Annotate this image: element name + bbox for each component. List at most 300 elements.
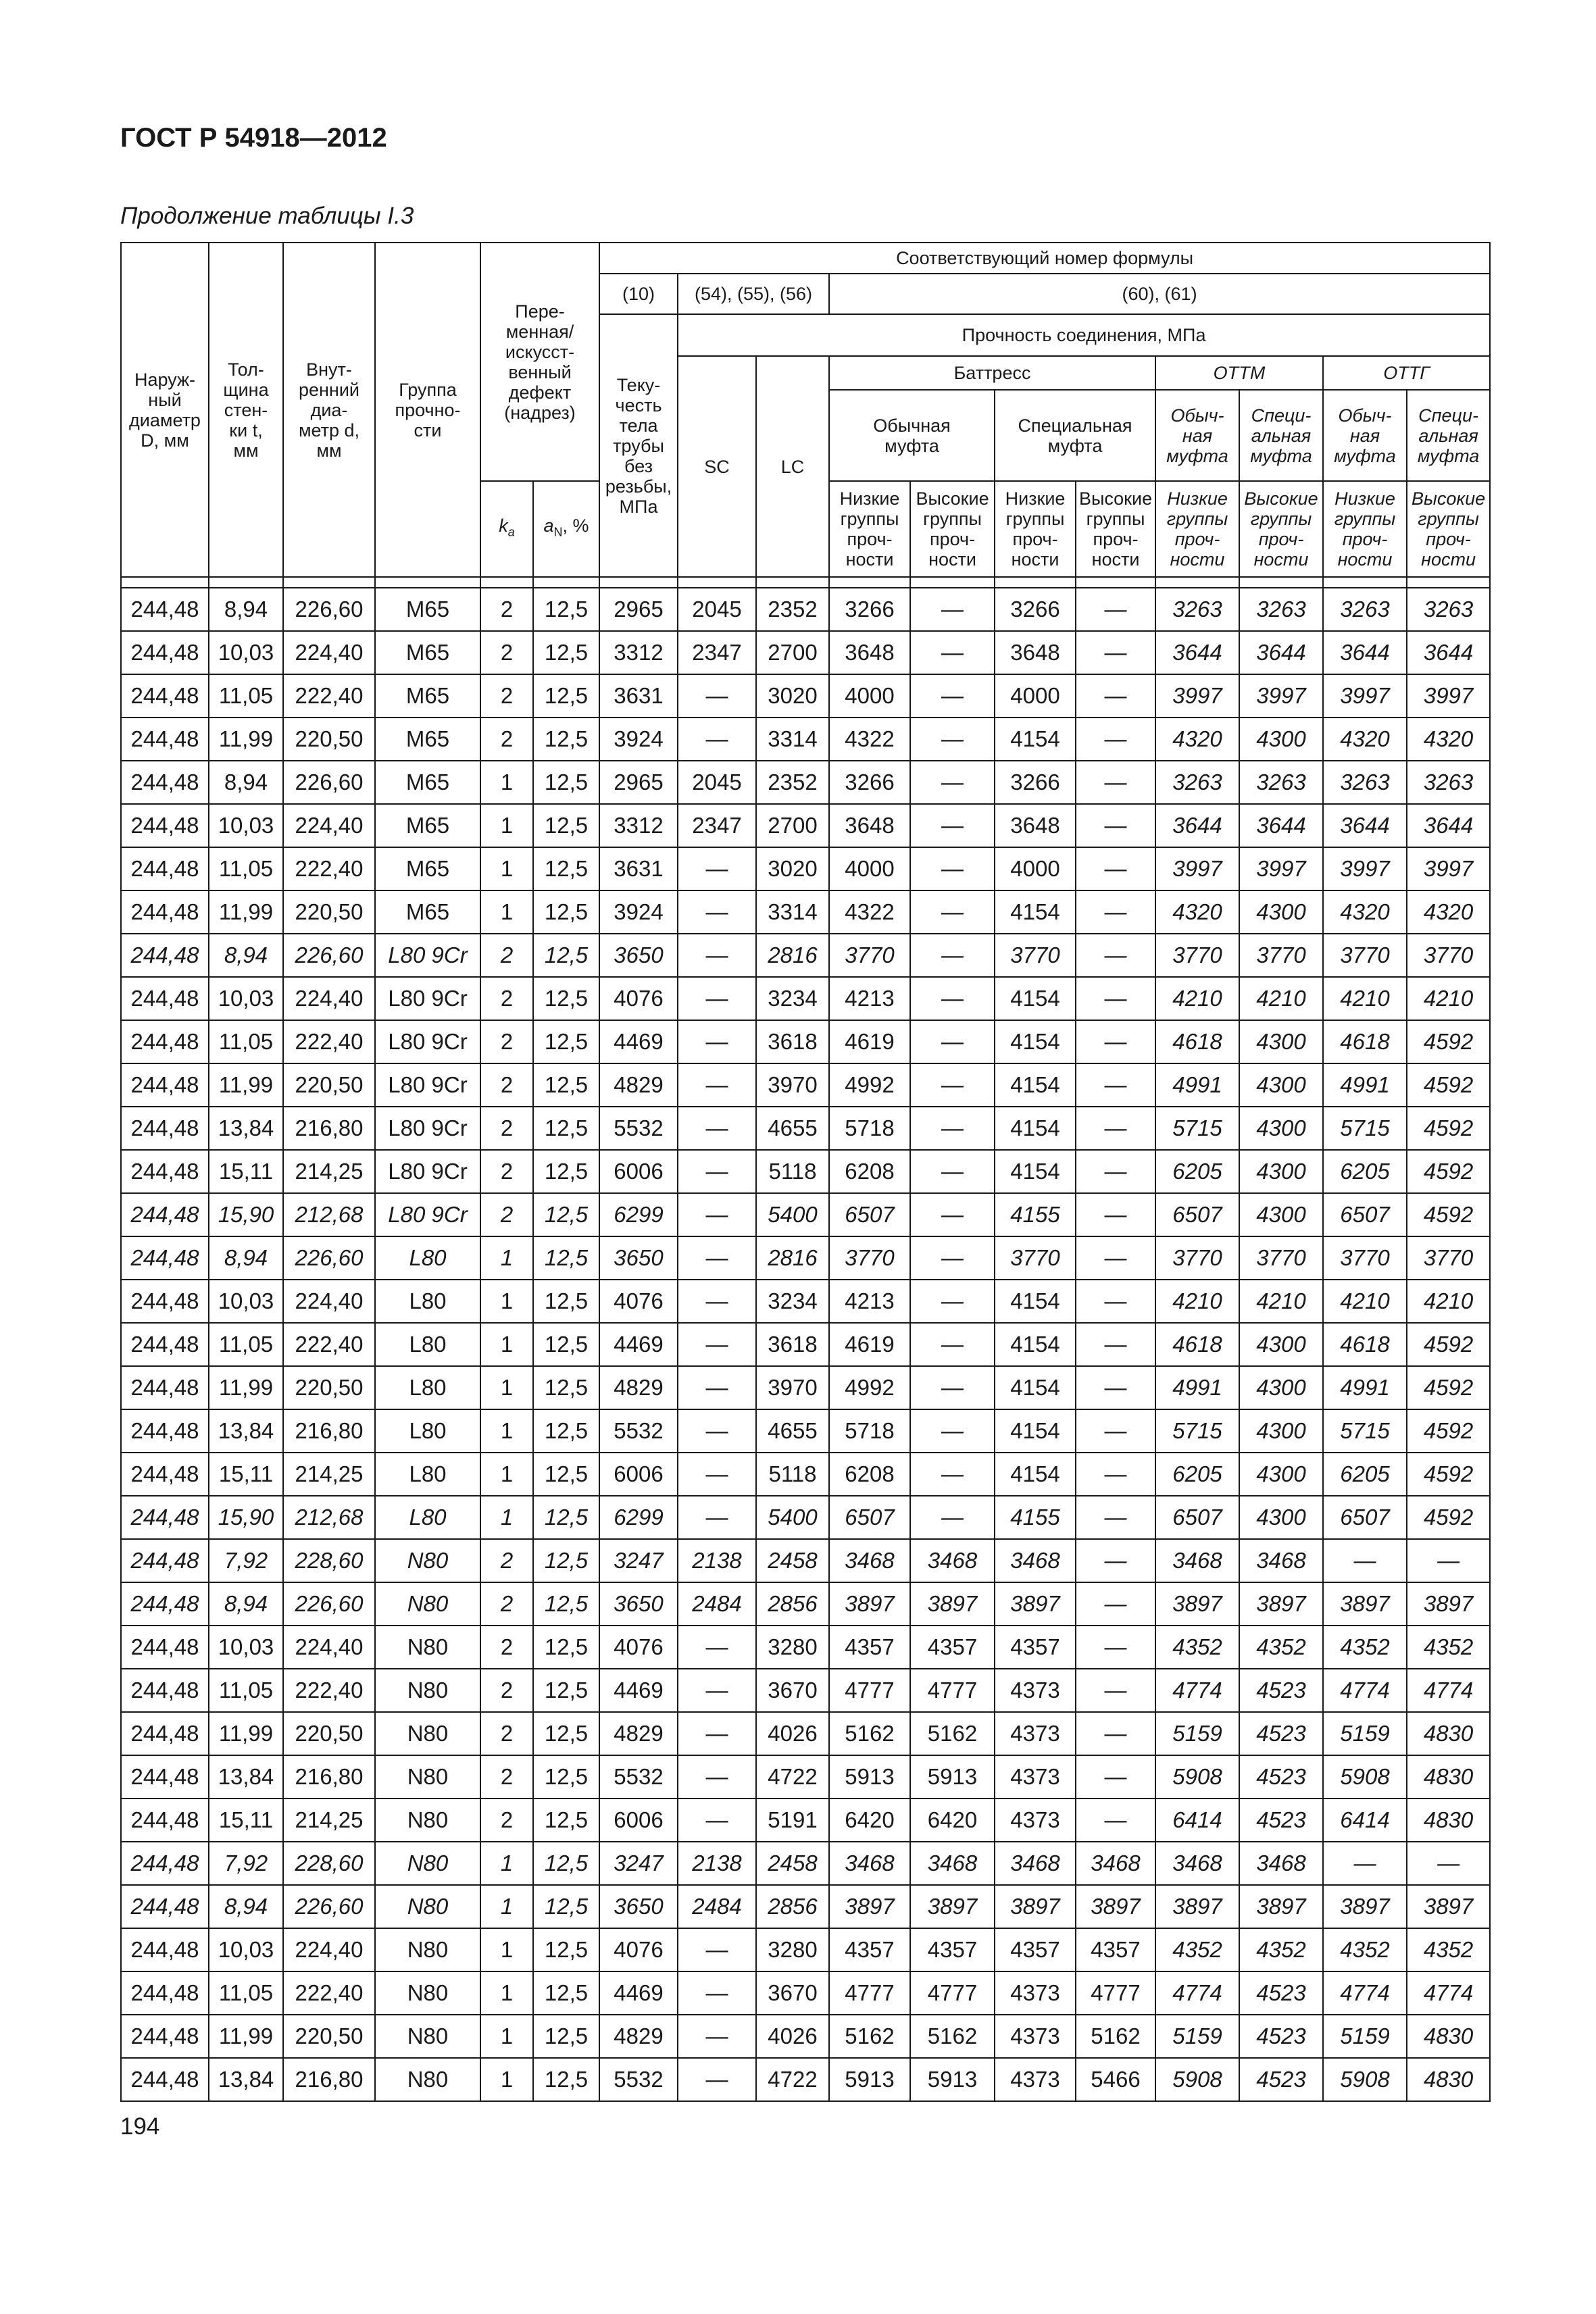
table-cell: — bbox=[678, 890, 756, 934]
table-cell: 2 bbox=[480, 1063, 533, 1107]
table-cell: 3897 bbox=[1407, 1582, 1490, 1626]
table-cell: 5400 bbox=[756, 1193, 829, 1236]
table-cell: 5913 bbox=[829, 2058, 910, 2101]
table-cell: 4320 bbox=[1155, 718, 1239, 761]
table-cell: 3618 bbox=[756, 1020, 829, 1063]
table-cell: 3897 bbox=[910, 1885, 995, 1928]
table-cell: — bbox=[678, 1323, 756, 1366]
table-cell: — bbox=[1076, 1107, 1155, 1150]
header-high-groups-4: Высокие группы проч- ности bbox=[1407, 481, 1490, 577]
table-cell: 216,80 bbox=[283, 1409, 375, 1453]
table-cell: 10,03 bbox=[209, 631, 283, 674]
table-cell: 2484 bbox=[678, 1885, 756, 1928]
table-cell: 4352 bbox=[1155, 1626, 1239, 1669]
table-row bbox=[121, 1669, 1490, 1712]
table-cell: 4076 bbox=[599, 1626, 678, 1669]
table-cell: 3247 bbox=[599, 1842, 678, 1885]
table-cell: — bbox=[1076, 1280, 1155, 1323]
table-cell: 13,84 bbox=[209, 1409, 283, 1453]
table-cell: 4213 bbox=[829, 977, 910, 1020]
table-cell: 1 bbox=[480, 1323, 533, 1366]
table-cell: 220,50 bbox=[283, 890, 375, 934]
header-high-groups-1: Высокие группы проч- ности bbox=[910, 481, 995, 577]
table-cell: 3997 bbox=[1155, 674, 1239, 718]
table-cell: 4592 bbox=[1407, 1496, 1490, 1539]
table-cell: 4026 bbox=[756, 1712, 829, 1755]
table-cell: 244,48 bbox=[121, 1366, 209, 1409]
table-cell: 3997 bbox=[1323, 674, 1407, 718]
table-cell: — bbox=[678, 1193, 756, 1236]
table-cell: 11,99 bbox=[209, 2015, 283, 2058]
table-cell: 244,48 bbox=[121, 890, 209, 934]
table-cell: 3020 bbox=[756, 674, 829, 718]
table-cell: 4469 bbox=[599, 1669, 678, 1712]
table-cell: 4352 bbox=[1239, 1928, 1323, 1971]
table-cell: 6414 bbox=[1155, 1799, 1239, 1842]
table-cell: 3263 bbox=[1407, 761, 1490, 804]
table-cell: 10,03 bbox=[209, 1928, 283, 1971]
table-cell: M65 bbox=[375, 588, 480, 631]
table-row bbox=[121, 1366, 1490, 1409]
table-cell: 4357 bbox=[910, 1626, 995, 1669]
table-cell: L80 bbox=[375, 1236, 480, 1280]
table-cell: 2 bbox=[480, 1107, 533, 1150]
table-cell: 3263 bbox=[1239, 588, 1323, 631]
table-cell: 3618 bbox=[756, 1323, 829, 1366]
table-cell: 222,40 bbox=[283, 674, 375, 718]
table-cell: — bbox=[910, 1280, 995, 1323]
table-cell: 1 bbox=[480, 1280, 533, 1323]
table-cell: 2816 bbox=[756, 1236, 829, 1280]
table-cell: 6006 bbox=[599, 1453, 678, 1496]
table-cell: 3648 bbox=[829, 631, 910, 674]
table-cell: 8,94 bbox=[209, 1582, 283, 1626]
table-cell: 12,5 bbox=[533, 1020, 599, 1063]
table-cell: — bbox=[910, 1193, 995, 1236]
table-cell: 3266 bbox=[995, 761, 1076, 804]
table-cell: 3468 bbox=[995, 1539, 1076, 1582]
table-cell: 11,05 bbox=[209, 1669, 283, 1712]
table-cell: 244,48 bbox=[121, 1020, 209, 1063]
table-cell: 6006 bbox=[599, 1799, 678, 1842]
table-cell: 222,40 bbox=[283, 1971, 375, 2015]
table-cell: 3263 bbox=[1155, 588, 1239, 631]
table-cell: 3648 bbox=[995, 631, 1076, 674]
table-cell: 1 bbox=[480, 1453, 533, 1496]
table-cell: M65 bbox=[375, 674, 480, 718]
table-cell: 4469 bbox=[599, 1020, 678, 1063]
table-cell: 4300 bbox=[1239, 1323, 1323, 1366]
table-cell: 11,05 bbox=[209, 847, 283, 890]
table-cell: 6507 bbox=[1155, 1496, 1239, 1539]
table-cell: 1 bbox=[480, 1236, 533, 1280]
table-cell: 4373 bbox=[995, 1669, 1076, 1712]
table-cell: 3468 bbox=[1076, 1842, 1155, 1885]
table-cell: 3670 bbox=[756, 1971, 829, 2015]
table-cell: 6006 bbox=[599, 1150, 678, 1193]
table-cell: 1 bbox=[480, 1971, 533, 2015]
table-cell: 5118 bbox=[756, 1453, 829, 1496]
table-cell: 12,5 bbox=[533, 1712, 599, 1755]
table-cell: 3644 bbox=[1155, 804, 1239, 847]
table-cell: 4300 bbox=[1239, 1453, 1323, 1496]
table-cell: 244,48 bbox=[121, 1193, 209, 1236]
table-cell: 4592 bbox=[1407, 1366, 1490, 1409]
table-row bbox=[121, 1885, 1490, 1928]
table-cell: 244,48 bbox=[121, 1150, 209, 1193]
table-row bbox=[121, 1020, 1490, 1063]
table-row bbox=[121, 2015, 1490, 2058]
table-cell: 1 bbox=[480, 2058, 533, 2101]
table-cell: 3897 bbox=[1155, 1582, 1239, 1626]
table-cell: 5908 bbox=[1155, 1755, 1239, 1799]
table-cell: — bbox=[910, 1107, 995, 1150]
table-cell: 12,5 bbox=[533, 1582, 599, 1626]
header-sc: SC bbox=[678, 356, 756, 577]
table-cell: L80 9Cr bbox=[375, 1150, 480, 1193]
table-cell: 3897 bbox=[995, 1885, 1076, 1928]
table-cell: 4829 bbox=[599, 1366, 678, 1409]
table-cell: 3997 bbox=[1407, 674, 1490, 718]
table-cell: 4774 bbox=[1323, 1971, 1407, 2015]
table-cell: 3924 bbox=[599, 890, 678, 934]
header-wall-thickness: Тол- щина стен- ки t, мм bbox=[209, 243, 283, 577]
table-cell: L80 9Cr bbox=[375, 977, 480, 1020]
table-cell: 224,40 bbox=[283, 1928, 375, 1971]
header-low-groups-2: Низкие группы проч- ности bbox=[995, 481, 1076, 577]
table-cell: 5913 bbox=[829, 1755, 910, 1799]
table-cell: — bbox=[910, 1150, 995, 1193]
table-row bbox=[121, 1409, 1490, 1453]
header-ottm-special: Специ- альная муфта bbox=[1239, 390, 1323, 481]
table-cell: 4000 bbox=[995, 847, 1076, 890]
table-cell: 12,5 bbox=[533, 1063, 599, 1107]
table-cell: 6414 bbox=[1323, 1799, 1407, 1842]
header-ottg: ОТТГ bbox=[1323, 356, 1490, 390]
table-cell: — bbox=[678, 718, 756, 761]
table-cell: M65 bbox=[375, 890, 480, 934]
table-cell: 12,5 bbox=[533, 1366, 599, 1409]
table-cell: — bbox=[910, 934, 995, 977]
table-cell: 4210 bbox=[1239, 1280, 1323, 1323]
table-cell: 4830 bbox=[1407, 2015, 1490, 2058]
table-cell: — bbox=[1076, 1669, 1155, 1712]
table-cell: 8,94 bbox=[209, 934, 283, 977]
table-row bbox=[121, 934, 1490, 977]
table-cell: — bbox=[678, 2058, 756, 2101]
table-row bbox=[121, 804, 1490, 847]
table-cell: 3266 bbox=[829, 588, 910, 631]
table-cell: 2 bbox=[480, 1712, 533, 1755]
table-cell: 4829 bbox=[599, 2015, 678, 2058]
table-cell: 226,60 bbox=[283, 1885, 375, 1928]
table-cell: 3468 bbox=[829, 1539, 910, 1582]
table-cell: 12,5 bbox=[533, 1626, 599, 1669]
table-cell: — bbox=[1076, 1539, 1155, 1582]
table-cell: 224,40 bbox=[283, 1626, 375, 1669]
table-cell: — bbox=[1076, 718, 1155, 761]
table-cell: — bbox=[678, 1107, 756, 1150]
table-cell: 4523 bbox=[1239, 2015, 1323, 2058]
table-cell: — bbox=[1076, 631, 1155, 674]
table-cell: 4300 bbox=[1239, 1496, 1323, 1539]
table-cell: 3897 bbox=[829, 1582, 910, 1626]
table-cell: 4655 bbox=[756, 1107, 829, 1150]
table-cell: 216,80 bbox=[283, 1755, 375, 1799]
table-cell: 4000 bbox=[995, 674, 1076, 718]
table-cell: 1 bbox=[480, 890, 533, 934]
table-cell: 212,68 bbox=[283, 1193, 375, 1236]
table-cell: 4523 bbox=[1239, 1669, 1323, 1712]
table-cell: — bbox=[910, 588, 995, 631]
table-cell: 4300 bbox=[1239, 1107, 1323, 1150]
table-cell: 244,48 bbox=[121, 1626, 209, 1669]
table-cell: N80 bbox=[375, 2058, 480, 2101]
table-cell: — bbox=[1407, 1539, 1490, 1582]
table-cell: N80 bbox=[375, 1799, 480, 1842]
table-cell: 1 bbox=[480, 1366, 533, 1409]
table-cell: 3468 bbox=[1155, 1539, 1239, 1582]
table-cell: 1 bbox=[480, 761, 533, 804]
table-cell: 224,40 bbox=[283, 977, 375, 1020]
table-cell: 6208 bbox=[829, 1453, 910, 1496]
table-cell: 2856 bbox=[756, 1582, 829, 1626]
table-cell: 4991 bbox=[1323, 1366, 1407, 1409]
table-cell: 5159 bbox=[1155, 2015, 1239, 2058]
table-cell: 244,48 bbox=[121, 2015, 209, 2058]
table-cell: 12,5 bbox=[533, 718, 599, 761]
table-cell: 220,50 bbox=[283, 2015, 375, 2058]
table-cell: 10,03 bbox=[209, 1626, 283, 1669]
table-cell: 2 bbox=[480, 588, 533, 631]
header-inner-diameter: Внут- ренний диа- метр d, мм bbox=[283, 243, 375, 577]
table-cell: 3997 bbox=[1239, 847, 1323, 890]
table-cell: — bbox=[678, 1236, 756, 1280]
table-cell: 6507 bbox=[1155, 1193, 1239, 1236]
table-cell: — bbox=[678, 1063, 756, 1107]
table-row bbox=[121, 977, 1490, 1020]
table-cell: 244,48 bbox=[121, 847, 209, 890]
table-cell: — bbox=[1076, 1496, 1155, 1539]
table-cell: 3770 bbox=[995, 934, 1076, 977]
table-cell: 2856 bbox=[756, 1885, 829, 1928]
table-cell: 4777 bbox=[1076, 1971, 1155, 2015]
table-cell: 12,5 bbox=[533, 1236, 599, 1280]
table-cell: 244,48 bbox=[121, 674, 209, 718]
table-cell: 2458 bbox=[756, 1539, 829, 1582]
table-head bbox=[121, 243, 1490, 588]
table-cell: L80 bbox=[375, 1496, 480, 1539]
table-cell: 222,40 bbox=[283, 1669, 375, 1712]
table-cell: 13,84 bbox=[209, 1107, 283, 1150]
table-cell: 244,48 bbox=[121, 1280, 209, 1323]
table-cell: 3312 bbox=[599, 804, 678, 847]
table-cell: — bbox=[678, 1626, 756, 1669]
table-cell: 4523 bbox=[1239, 2058, 1323, 2101]
table-cell: 11,05 bbox=[209, 1020, 283, 1063]
table-cell: 4618 bbox=[1323, 1323, 1407, 1366]
table-cell: 4300 bbox=[1239, 1150, 1323, 1193]
table-cell: 12,5 bbox=[533, 1885, 599, 1928]
table-cell: 12,5 bbox=[533, 804, 599, 847]
table-cell: 4076 bbox=[599, 977, 678, 1020]
table-cell: 4155 bbox=[995, 1496, 1076, 1539]
table-cell: 5162 bbox=[910, 1712, 995, 1755]
table-cell: 214,25 bbox=[283, 1799, 375, 1842]
table-cell: 12,5 bbox=[533, 761, 599, 804]
table-cell: 216,80 bbox=[283, 1107, 375, 1150]
table-cell: 4830 bbox=[1407, 1799, 1490, 1842]
table-cell: 2 bbox=[480, 1193, 533, 1236]
table-cell: 3670 bbox=[756, 1669, 829, 1712]
table-row bbox=[121, 1236, 1490, 1280]
table-row bbox=[121, 1539, 1490, 1582]
table-cell: 4300 bbox=[1239, 718, 1323, 761]
table-cell: 6507 bbox=[1323, 1496, 1407, 1539]
table-cell: 12,5 bbox=[533, 1669, 599, 1712]
table-cell: 12,5 bbox=[533, 1280, 599, 1323]
table-caption: Продолжение таблицы I.3 bbox=[120, 203, 414, 229]
table-cell: 244,48 bbox=[121, 1063, 209, 1107]
table-cell: 3650 bbox=[599, 1582, 678, 1626]
table-cell: 4210 bbox=[1239, 977, 1323, 1020]
table-cell: — bbox=[678, 1971, 756, 2015]
table-row bbox=[121, 1323, 1490, 1366]
table-cell: 3631 bbox=[599, 847, 678, 890]
table-cell: 6507 bbox=[1323, 1193, 1407, 1236]
table-cell: 4210 bbox=[1155, 977, 1239, 1020]
table-cell: 2347 bbox=[678, 804, 756, 847]
table-cell: 3263 bbox=[1155, 761, 1239, 804]
table-cell: 4774 bbox=[1323, 1669, 1407, 1712]
table-cell: 4300 bbox=[1239, 1193, 1323, 1236]
table-cell: 220,50 bbox=[283, 718, 375, 761]
table-cell: 1 bbox=[480, 1409, 533, 1453]
table-cell: 6299 bbox=[599, 1193, 678, 1236]
table-cell: 5159 bbox=[1155, 1712, 1239, 1755]
table-cell: 5715 bbox=[1155, 1107, 1239, 1150]
table-cell: 2 bbox=[480, 1626, 533, 1669]
table-cell: 5908 bbox=[1323, 1755, 1407, 1799]
table-cell: 4373 bbox=[995, 1799, 1076, 1842]
table-row bbox=[121, 1280, 1490, 1323]
table-cell: 244,48 bbox=[121, 631, 209, 674]
table-cell: 244,48 bbox=[121, 934, 209, 977]
table-cell: 3770 bbox=[995, 1236, 1076, 1280]
table-cell: N80 bbox=[375, 1626, 480, 1669]
table-cell: 10,03 bbox=[209, 1280, 283, 1323]
table-cell: 12,5 bbox=[533, 847, 599, 890]
table-cell: 4357 bbox=[995, 1928, 1076, 1971]
table-cell: M65 bbox=[375, 804, 480, 847]
table-cell: 4830 bbox=[1407, 1755, 1490, 1799]
table-cell: 244,48 bbox=[121, 1453, 209, 1496]
table-cell: — bbox=[678, 674, 756, 718]
table-cell: 214,25 bbox=[283, 1150, 375, 1193]
table-cell: 3897 bbox=[1323, 1582, 1407, 1626]
table-cell: 4154 bbox=[995, 1020, 1076, 1063]
table-cell: 4210 bbox=[1407, 1280, 1490, 1323]
table-cell: 4991 bbox=[1155, 1366, 1239, 1409]
table-cell: 5718 bbox=[829, 1107, 910, 1150]
header-buttress-special-coupling: Специальная муфта bbox=[995, 390, 1155, 481]
table-cell: 5908 bbox=[1155, 2058, 1239, 2101]
table-cell: 12,5 bbox=[533, 1928, 599, 1971]
table-cell: 3644 bbox=[1407, 804, 1490, 847]
table-cell: 2 bbox=[480, 718, 533, 761]
table-cell: 244,48 bbox=[121, 761, 209, 804]
table-cell: 244,48 bbox=[121, 1755, 209, 1799]
table-cell: 4320 bbox=[1323, 890, 1407, 934]
table-cell: 3924 bbox=[599, 718, 678, 761]
table-cell: 4320 bbox=[1155, 890, 1239, 934]
table-cell: 13,84 bbox=[209, 2058, 283, 2101]
header-low-groups-1: Низкие группы проч- ности bbox=[829, 481, 910, 577]
table-cell: 4992 bbox=[829, 1366, 910, 1409]
header-an: $a_N$, % bbox=[533, 481, 599, 577]
table-cell: 3897 bbox=[995, 1582, 1076, 1626]
table-cell: 2484 bbox=[678, 1582, 756, 1626]
table-cell: 212,68 bbox=[283, 1496, 375, 1539]
table-cell: 10,03 bbox=[209, 977, 283, 1020]
table-cell: 4592 bbox=[1407, 1063, 1490, 1107]
table-cell: — bbox=[1076, 1193, 1155, 1236]
table-cell: 4777 bbox=[910, 1971, 995, 2015]
table-cell: 4322 bbox=[829, 890, 910, 934]
table-cell: L80 9Cr bbox=[375, 934, 480, 977]
table-cell: 12,5 bbox=[533, 2058, 599, 2101]
table-cell: 226,60 bbox=[283, 1582, 375, 1626]
table-cell: — bbox=[910, 977, 995, 1020]
table-cell: 3280 bbox=[756, 1626, 829, 1669]
table-cell: 4000 bbox=[829, 847, 910, 890]
table-cell: 7,92 bbox=[209, 1842, 283, 1885]
header-lc: LC bbox=[756, 356, 829, 577]
table-cell: 15,90 bbox=[209, 1193, 283, 1236]
table-cell: 12,5 bbox=[533, 977, 599, 1020]
table-cell: — bbox=[1076, 1453, 1155, 1496]
table-cell: 6205 bbox=[1155, 1453, 1239, 1496]
table-cell: 6420 bbox=[829, 1799, 910, 1842]
data-table bbox=[120, 242, 1491, 2102]
table-row bbox=[121, 588, 1490, 631]
table-row bbox=[121, 718, 1490, 761]
table-cell: L80 bbox=[375, 1323, 480, 1366]
header-ottm: ОТТМ bbox=[1155, 356, 1323, 390]
table-cell: 4655 bbox=[756, 1409, 829, 1453]
table-cell: 2 bbox=[480, 934, 533, 977]
table-cell: 3247 bbox=[599, 1539, 678, 1582]
table-cell: 226,60 bbox=[283, 934, 375, 977]
table-cell: 4523 bbox=[1239, 1755, 1323, 1799]
table-cell: 12,5 bbox=[533, 890, 599, 934]
table-cell: 244,48 bbox=[121, 1539, 209, 1582]
table-cell: 15,90 bbox=[209, 1496, 283, 1539]
table-cell: 4592 bbox=[1407, 1020, 1490, 1063]
table-cell: 5400 bbox=[756, 1496, 829, 1539]
table-cell: N80 bbox=[375, 1582, 480, 1626]
table-cell: 4618 bbox=[1323, 1020, 1407, 1063]
table-cell: 2700 bbox=[756, 631, 829, 674]
table-cell: — bbox=[678, 1366, 756, 1409]
table-cell: 244,48 bbox=[121, 1582, 209, 1626]
table-cell: 5162 bbox=[829, 2015, 910, 2058]
table-cell: 3648 bbox=[995, 804, 1076, 847]
table-cell: 4523 bbox=[1239, 1971, 1323, 2015]
table-cell: 3770 bbox=[1407, 934, 1490, 977]
table-cell: 3468 bbox=[1239, 1539, 1323, 1582]
table-cell: 2 bbox=[480, 1539, 533, 1582]
